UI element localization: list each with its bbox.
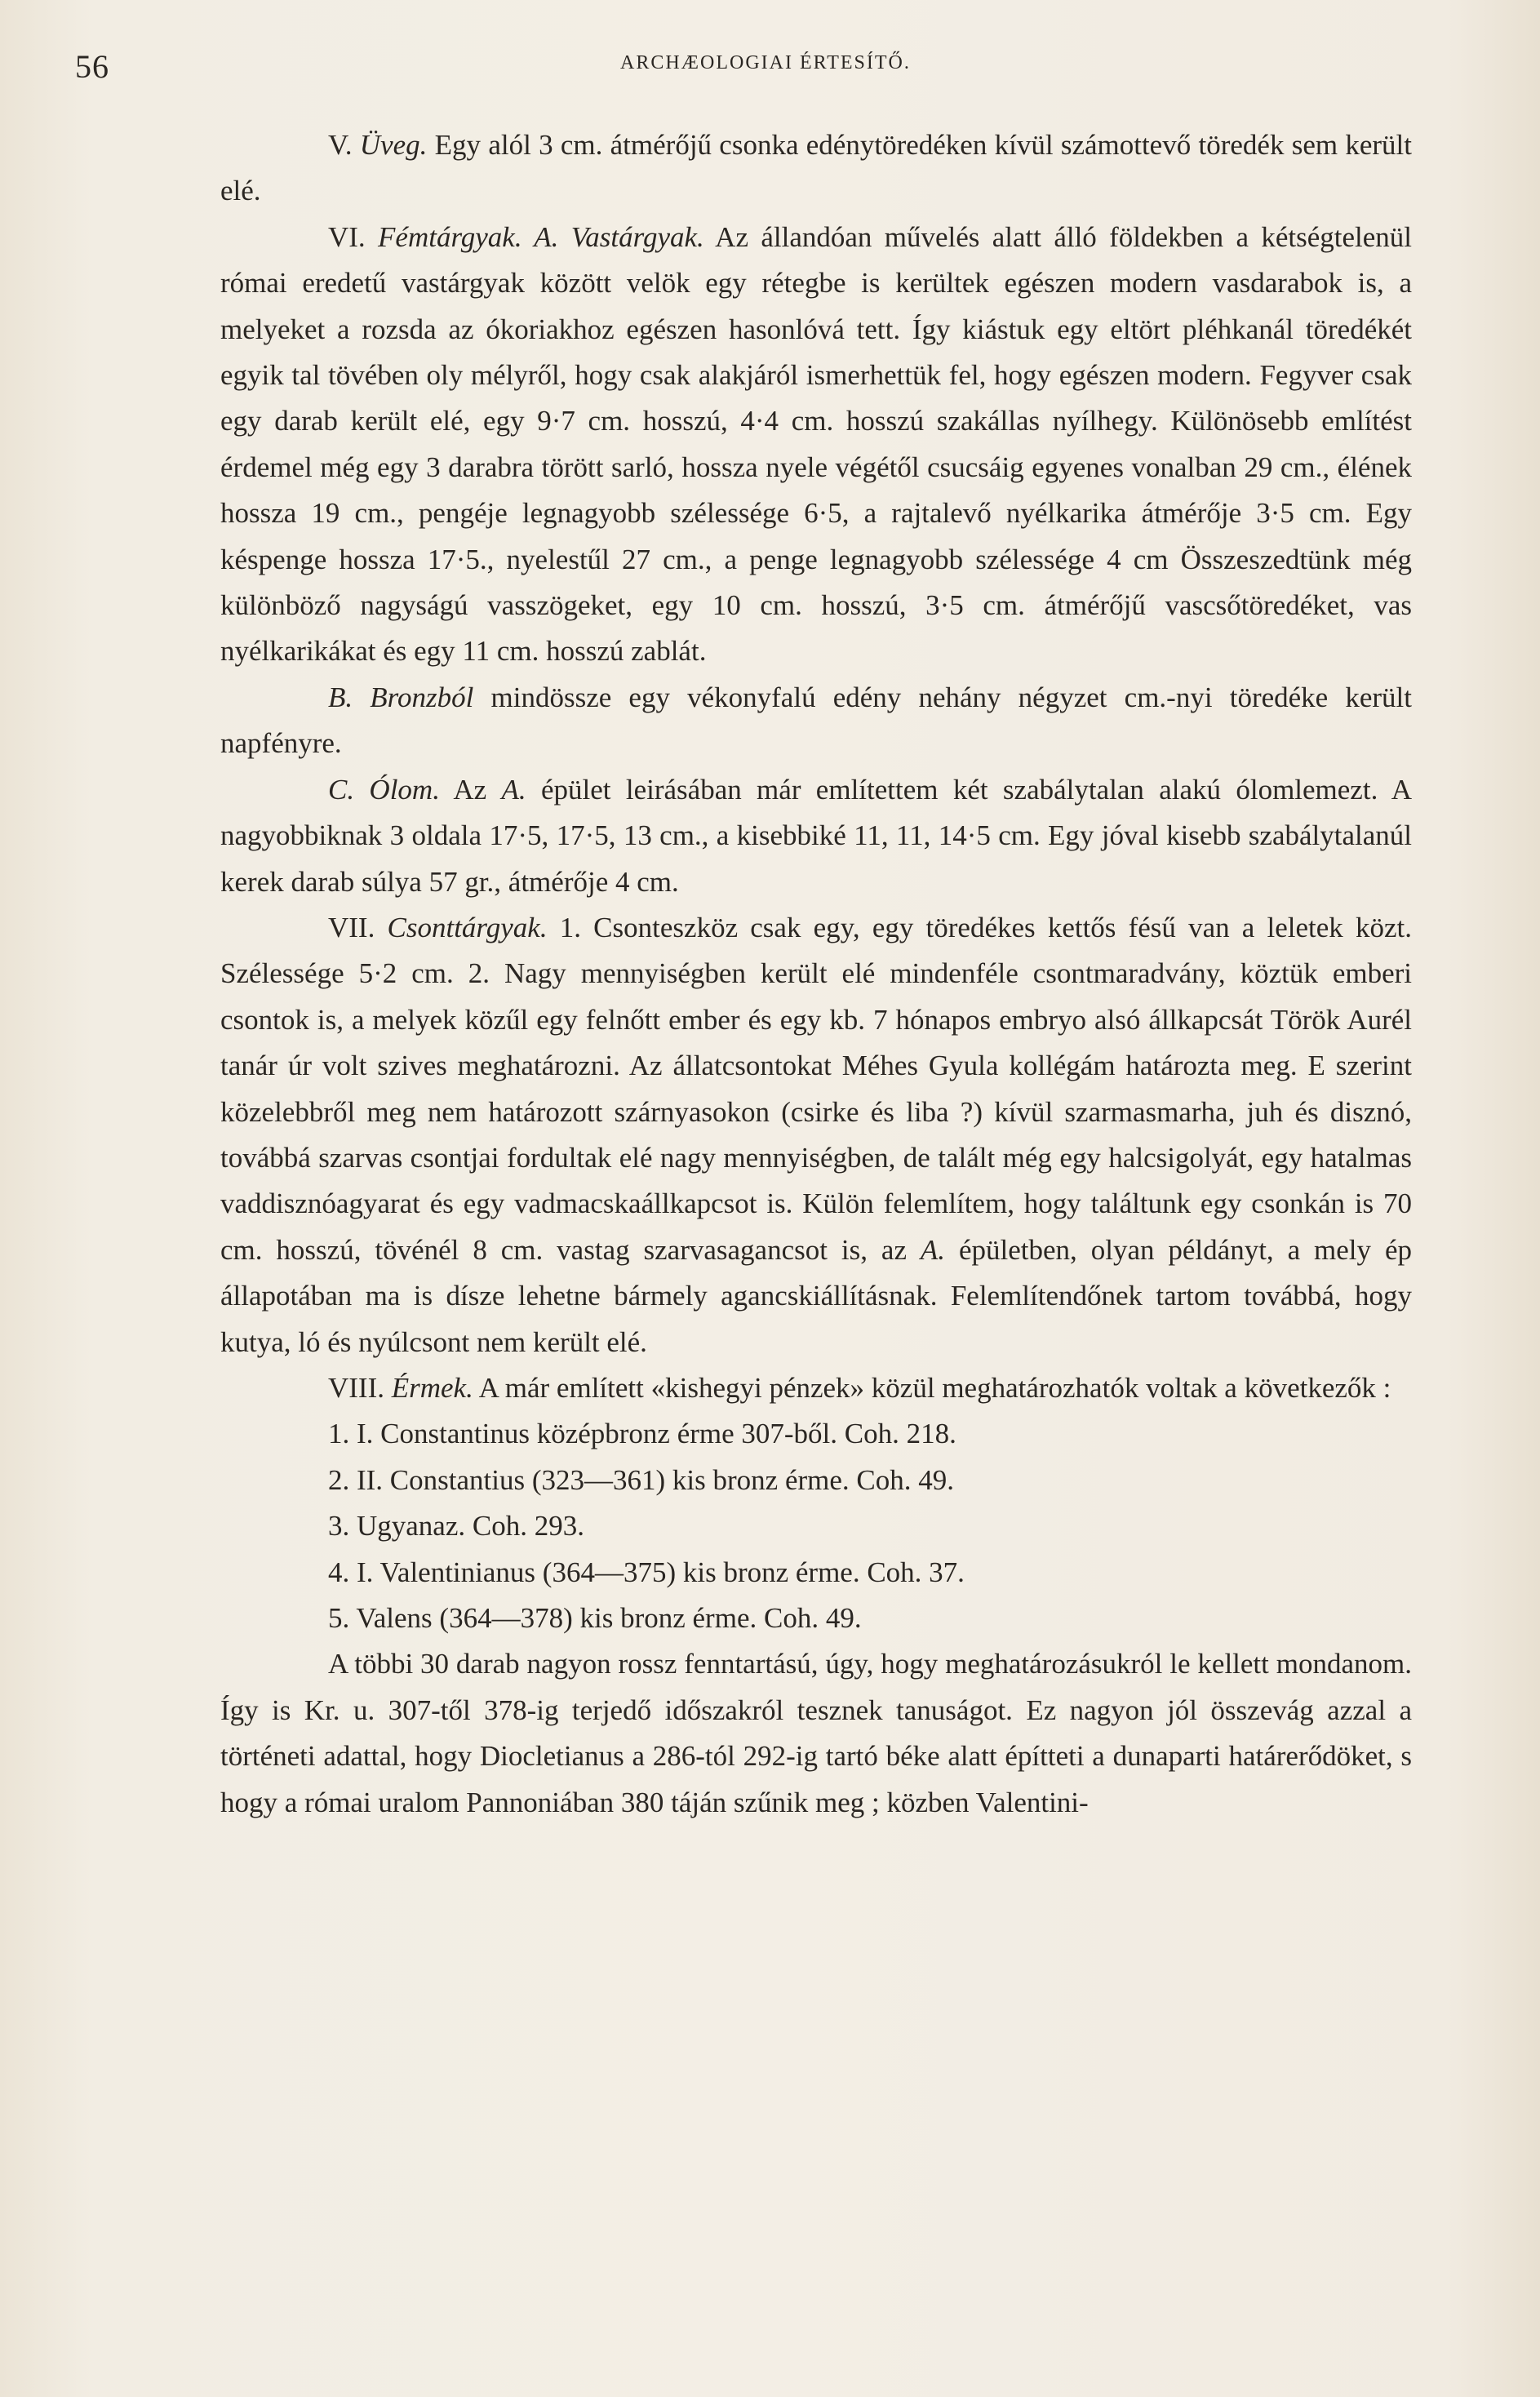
paragraph-bronze xyxy=(220,675,1412,767)
paragraph-metal xyxy=(220,215,1412,675)
section-heading: Csonttárgyak. xyxy=(387,911,548,943)
building-reference: A. xyxy=(920,1233,946,1266)
paragraph-coins xyxy=(220,1365,1412,1411)
building-reference: A. xyxy=(501,773,526,806)
paragraph-text: 1. Csonteszköz csak egy, egy töredékes kettős fésű van a leletek közt. Szélessége 5·2 cm. 2. Nagy mennyiségben került elé mindenféle csontmaradvány, köztük emberi csontok is, a melyek közűl egy felnőtt ember és egy kb. 7 hónapos embryo alsó állkapcsát Török Aurél tanár úr volt szives meghatározni. Az állatcsontokat Méhes Gyula kollégám határozta meg. E szerint közelebbről meg nem határozott szárnyasokon (csirke és liba ?) kívül szarmasmarha, juh és disznó, továbbá szarvas csontjai fordultak elé nagy mennyiségben, de talált még egy halcsigolyát, egy hatalmas vaddisznóagyarat és egy vadmacskaállkapcsot is. Külön felemlítem, hogy találtunk egy csonkán is 70 cm. hosszú, tövénél 8 cm. vastag szarvasagancsot is, az xyxy=(220,911,1412,1266)
section-heading: C. Ólom. xyxy=(328,773,440,806)
paragraph-text: A már említett «kishegyi pénzek» közül meghatározhatók voltak a következők : xyxy=(473,1371,1391,1404)
paragraph-text: épületben, olyan példányt, a mely ép állapotában ma is dísze lehetne bármely agancskiállításnak. Felemlítendőnek tartom továbbá, hogy kutya, ló és nyúlcsont nem került elé. xyxy=(220,1233,1412,1358)
section-number: VII. xyxy=(328,911,388,943)
paragraph-text: Az állandóan művelés alatt álló földekben a kétségtelenül római eredetű vastárgyak között velök egy rétegbe is kerültek egészen modern vasdarabok is, a melyeket a rozsda az ókoriakhoz egészen hasonlóvá tett. Így kiástuk egy eltört pléhkanál töredékét egyik tal tövében oly mélyről, hogy csak alakjáról ismerhettük fel, hogy egészen modern. Fegyver csak egy darab került elé, egy 9·7 cm. hosszú, 4·4 cm. hosszú szakállas nyílhegy. Különösebb említést érdemel még egy 3 darabra törött sarló, hossza nyele végétől csucsáig egyenes vonalban 29 cm., élének hossza 19 cm., pengéje legnagyobb szélessége 6·5, a rajtalevő nyélkarika átmérője 3·5 cm. Egy késpenge hossza 17·5., nyelestűl 27 cm., a penge legnagyobb szélessége 4 cm Összeszedtünk még különböző nagyságú vasszögeket, egy 10 cm. hosszú, 3·5 cm. átmérőjű vascsőtöredéket, vas nyélkarikákat és egy 11 cm. hosszú zablát. xyxy=(220,220,1412,668)
section-heading: B. Bronzból xyxy=(328,681,474,713)
paragraph-text: épület leirásában már említettem két szabálytalan alakú ólomlemezt. A nagyobbiknak 3 oldala 17·5, 17·5, 13 cm., a kisebbiké 11, 11, 14·5 cm. Egy jóval kisebb szabálytalanúl kerek darab súlya 57 gr., átmérője 4 cm. xyxy=(220,773,1413,898)
section-heading: Üveg. xyxy=(359,129,428,161)
coin-list-item: 2. II. Constantius (323—361) kis bronz érme. Coh. 49. xyxy=(328,1463,954,1496)
coin-list-item: 5. Valens (364—378) kis bronz érme. Coh. 49. xyxy=(328,1602,862,1634)
section-number: V. xyxy=(328,129,360,161)
paragraph-coins-closing: A többi 30 darab nagyon rossz fenntartású, úgy, hogy meghatározásukról le kellett mondanom. Így is Kr. u. 307-től 378-ig terjedő időszakról tesznek tanuságot. Ez nagyon jól összevág azzal a történeti adattal, hogy Diocletianus a 286-tól 292-ig tartó béke alatt építteti a dunaparti határerődöket, s hogy a római uralom Pannoniában 380 táján szűnik meg ; közben Valentini- xyxy=(220,1648,1412,1818)
coin-list-item: 1. I. Constantinus középbronz érme 307-ből. Coh. 218. xyxy=(328,1418,956,1450)
paragraph-glass xyxy=(220,122,1412,215)
section-number: VI. xyxy=(328,220,379,253)
page-number: 56 xyxy=(75,48,109,85)
section-heading: Fémtárgyak. A. Vastárgyak. xyxy=(378,220,704,253)
coin-list-item: 3. Ugyanaz. Coh. 293. xyxy=(328,1510,584,1543)
paragraph-text: Egy alól 3 cm. átmérőjű csonka edénytöredéken kívül számottevő töredék sem került elé. xyxy=(220,129,1413,207)
coin-list-item: 4. I. Valentinianus (364—375) kis bronz érme. Coh. 37. xyxy=(328,1556,965,1588)
body-text xyxy=(220,122,1412,1826)
section-number: VIII. xyxy=(328,1371,392,1404)
running-title: ARCHÆOLOGIAI ÉRTESÍTŐ. xyxy=(620,52,911,73)
paragraph-lead xyxy=(220,767,1412,905)
paragraph-bone xyxy=(220,905,1412,1365)
section-heading: Érmek. xyxy=(391,1371,473,1404)
paragraph-text: mindössze egy vékonyfalú edény nehány négyzet cm.-nyi töredéke került napfényre. xyxy=(220,681,1412,760)
paragraph-text: Az xyxy=(439,773,502,806)
